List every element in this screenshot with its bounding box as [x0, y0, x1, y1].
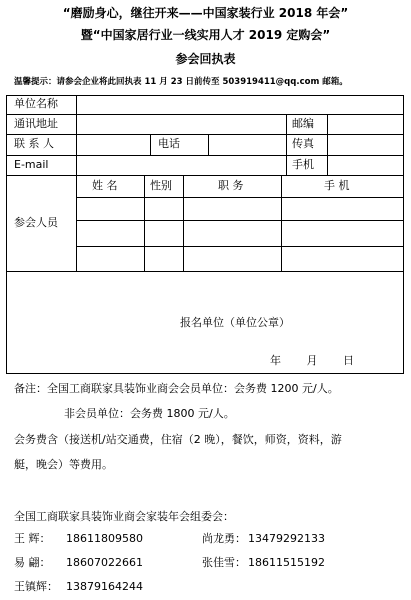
column-gender: 性别 — [150, 179, 172, 192]
note-fee-includes-2: 艇，晚会）等费用。 — [14, 458, 113, 471]
warm-tip: 温馨提示：请参会企业将此回执表 11 月 23 日前传至 503919411@qq.com 邮箱。 — [14, 77, 348, 87]
note-fee-includes: 会务费含（接送机/站交通费，住宿（2 晚），餐饮，师资，资料，游 — [14, 433, 342, 446]
contact-phone: 18611515192 — [248, 556, 325, 569]
contact-phone: 18611809580 — [66, 532, 143, 545]
contact-name: 易 翩： — [14, 556, 51, 569]
contact-name: 张佳雪： — [202, 556, 246, 569]
email-label: E-mail — [14, 158, 49, 171]
address-label: 通讯地址 — [14, 117, 58, 130]
contact-phone: 13879164244 — [66, 580, 143, 593]
column-name: 姓 名 — [92, 179, 118, 192]
fax-label: 传真 — [292, 137, 314, 150]
sign-unit: 报名单位（单位公章） — [180, 316, 290, 329]
contact-name: 尚龙勇： — [202, 532, 246, 545]
contact-name: 王镇辉： — [14, 580, 58, 593]
attendees-label: 参会人员 — [14, 216, 58, 229]
contact-label: 联 系 人 — [14, 137, 54, 150]
unit-name-label: 单位名称 — [14, 97, 58, 110]
column-mobile: 手 机 — [324, 179, 350, 192]
title-line-2: 暨“中国家居行业一线实用人才 2019 定购会” — [80, 28, 331, 42]
form-title: 参会回执表 — [175, 52, 236, 66]
contact-phone: 18607022661 — [66, 556, 143, 569]
note-nonmember-fee: 非会员单位：会务费 1800 元/人。 — [64, 407, 235, 420]
mobile-label: 手机 — [292, 158, 314, 171]
note-member-fee: 备注：全国工商联家具装饰业商会会员单位：会务费 1200 元/人。 — [14, 382, 339, 395]
committee-title: 全国工商联家具装饰业商会家装年会组委会： — [14, 510, 234, 523]
date-line: 年 月 日 — [270, 354, 354, 367]
contact-name: 王 辉： — [14, 532, 51, 545]
phone-label: 电话 — [158, 137, 180, 150]
postcode-label: 邮编 — [292, 117, 314, 130]
contact-phone: 13479292133 — [248, 532, 325, 545]
column-position: 职 务 — [218, 179, 244, 192]
title-line-1: “磨励身心，继往开来——中国家装行业 2018 年会” — [62, 6, 349, 20]
